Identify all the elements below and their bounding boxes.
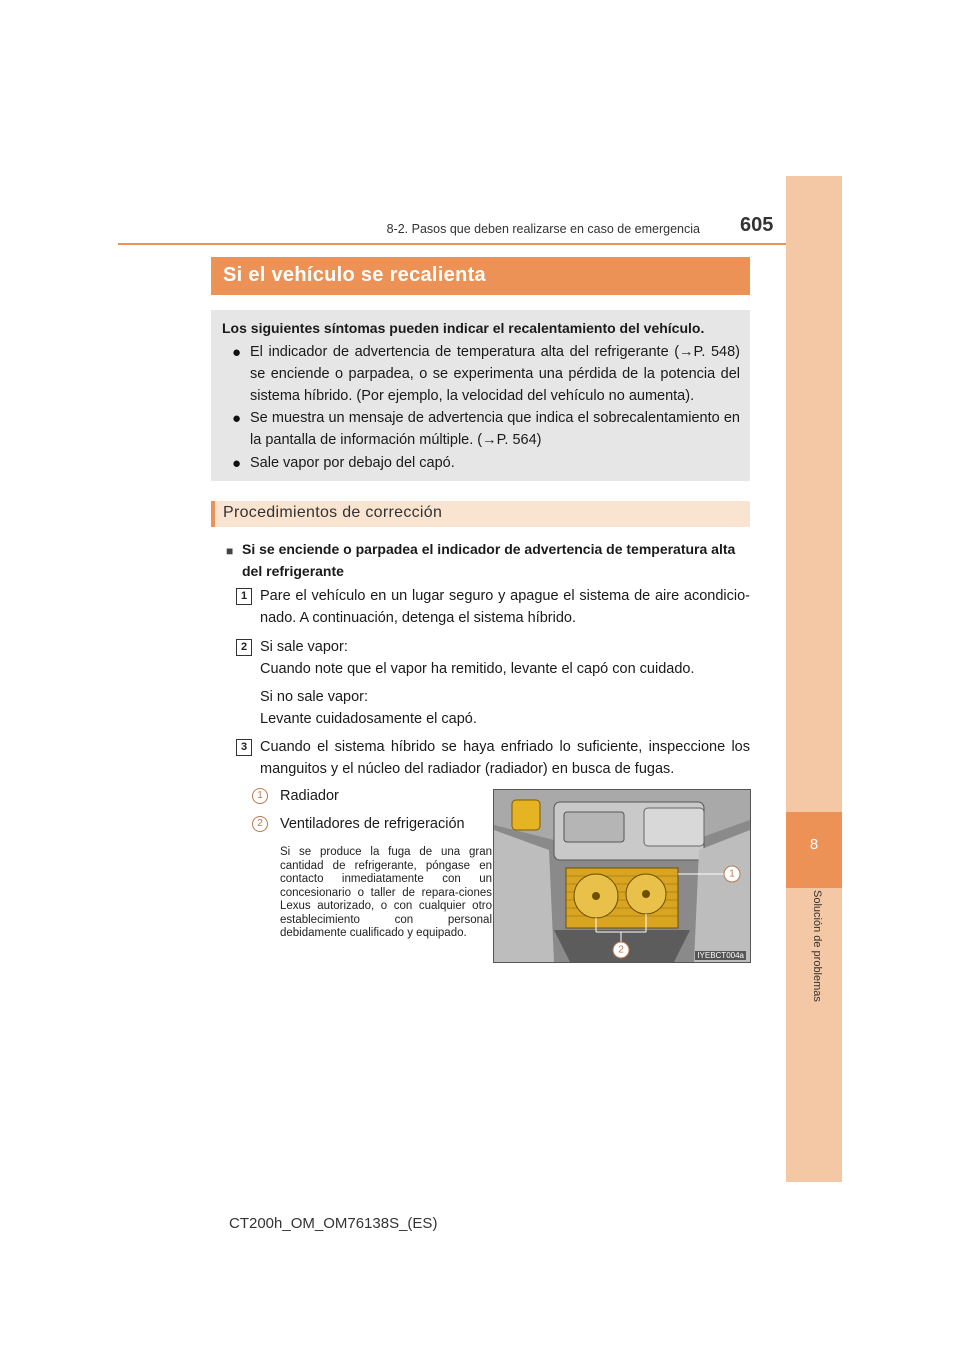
figure-callout-1: 1 [729, 868, 735, 880]
chapter-number: 8 [809, 836, 819, 853]
step-text: Levante cuidadosamente el capó. [260, 711, 477, 727]
step-text: Cuando note que el vapor ha remitido, levante el capó con cuidado. [260, 661, 695, 677]
step-number-badge: 3 [236, 739, 252, 756]
warning-note: Si se produce la fuga de una gran cantidad de refrigerante, póngase en contacto inmediatamente con un concesionario o taller de repara-ciones Lexus autorizado, o con cualquier otro establecimiento con personal debidamente cualificado y equipado. [280, 846, 492, 939]
page-title: Si el vehículo se recalienta [223, 264, 486, 286]
legend-label: Ventiladores de refrigeración [280, 816, 465, 832]
section-header: 8-2. Pasos que deben realizarse en caso de emergencia [386, 222, 700, 236]
document-code: CT200h_OM_OM76138S_(ES) [229, 1215, 438, 1232]
symptom-bullet: Sale vapor por debajo del capó. [250, 455, 455, 471]
step-number-badge: 1 [236, 588, 252, 605]
chapter-label: Solución de problemas [811, 890, 823, 1002]
legend-label: Radiador [280, 788, 339, 804]
engine-bay-drawing [494, 790, 750, 962]
page-number: 605 [740, 214, 774, 236]
square-marker-icon: ■ [226, 544, 234, 558]
subheader-title: Procedimientos de corrección [223, 504, 443, 521]
bullet-dot-icon: ● [232, 455, 242, 472]
callout-number: 2 [252, 816, 268, 832]
bullet-dot-icon: ● [232, 344, 242, 361]
bullet-dot-icon: ● [232, 410, 242, 427]
subheader-accent [211, 501, 215, 527]
engine-bay-illustration [493, 789, 751, 963]
symptom-bullet: Se muestra un mensaje de advertencia que indica el sobrecalentamiento en la pantalla de información múltiple. (→P. 564) [250, 410, 740, 448]
symptom-bullet: El indicador de advertencia de temperatura alta del refrigerante (→P. 548) se enciende o parpadea, o se experimenta una pérdida de la potencia del sistema híbrido. (Por ejemplo, la velocidad del vehículo no aumenta). [250, 344, 740, 404]
figure-callout-2: 2 [618, 944, 624, 956]
step-text: Si no sale vapor: [260, 689, 369, 705]
figure-code: IYEBCT004a [697, 951, 744, 960]
step-text: Cuando el sistema híbrido se haya enfriado lo suficiente, inspeccione los manguitos y el núcleo del radiador (radiador) en busca de fugas. [260, 739, 750, 777]
callout-number: 1 [252, 788, 268, 804]
step-number-badge: 2 [236, 639, 252, 656]
symptoms-lead: Los siguientes síntomas pueden indicar el recalentamiento del vehículo. [222, 320, 705, 336]
step-text: Si sale vapor: [260, 639, 348, 655]
case-heading: Si se enciende o parpadea el indicador de advertencia de temperatura alta del refrigerante [242, 541, 736, 579]
header-rule [118, 243, 786, 245]
step-text: Pare el vehículo en un lugar seguro y apague el sistema de aire acondicio-nado. A continuación, detenga el sistema híbrido. [260, 588, 750, 626]
